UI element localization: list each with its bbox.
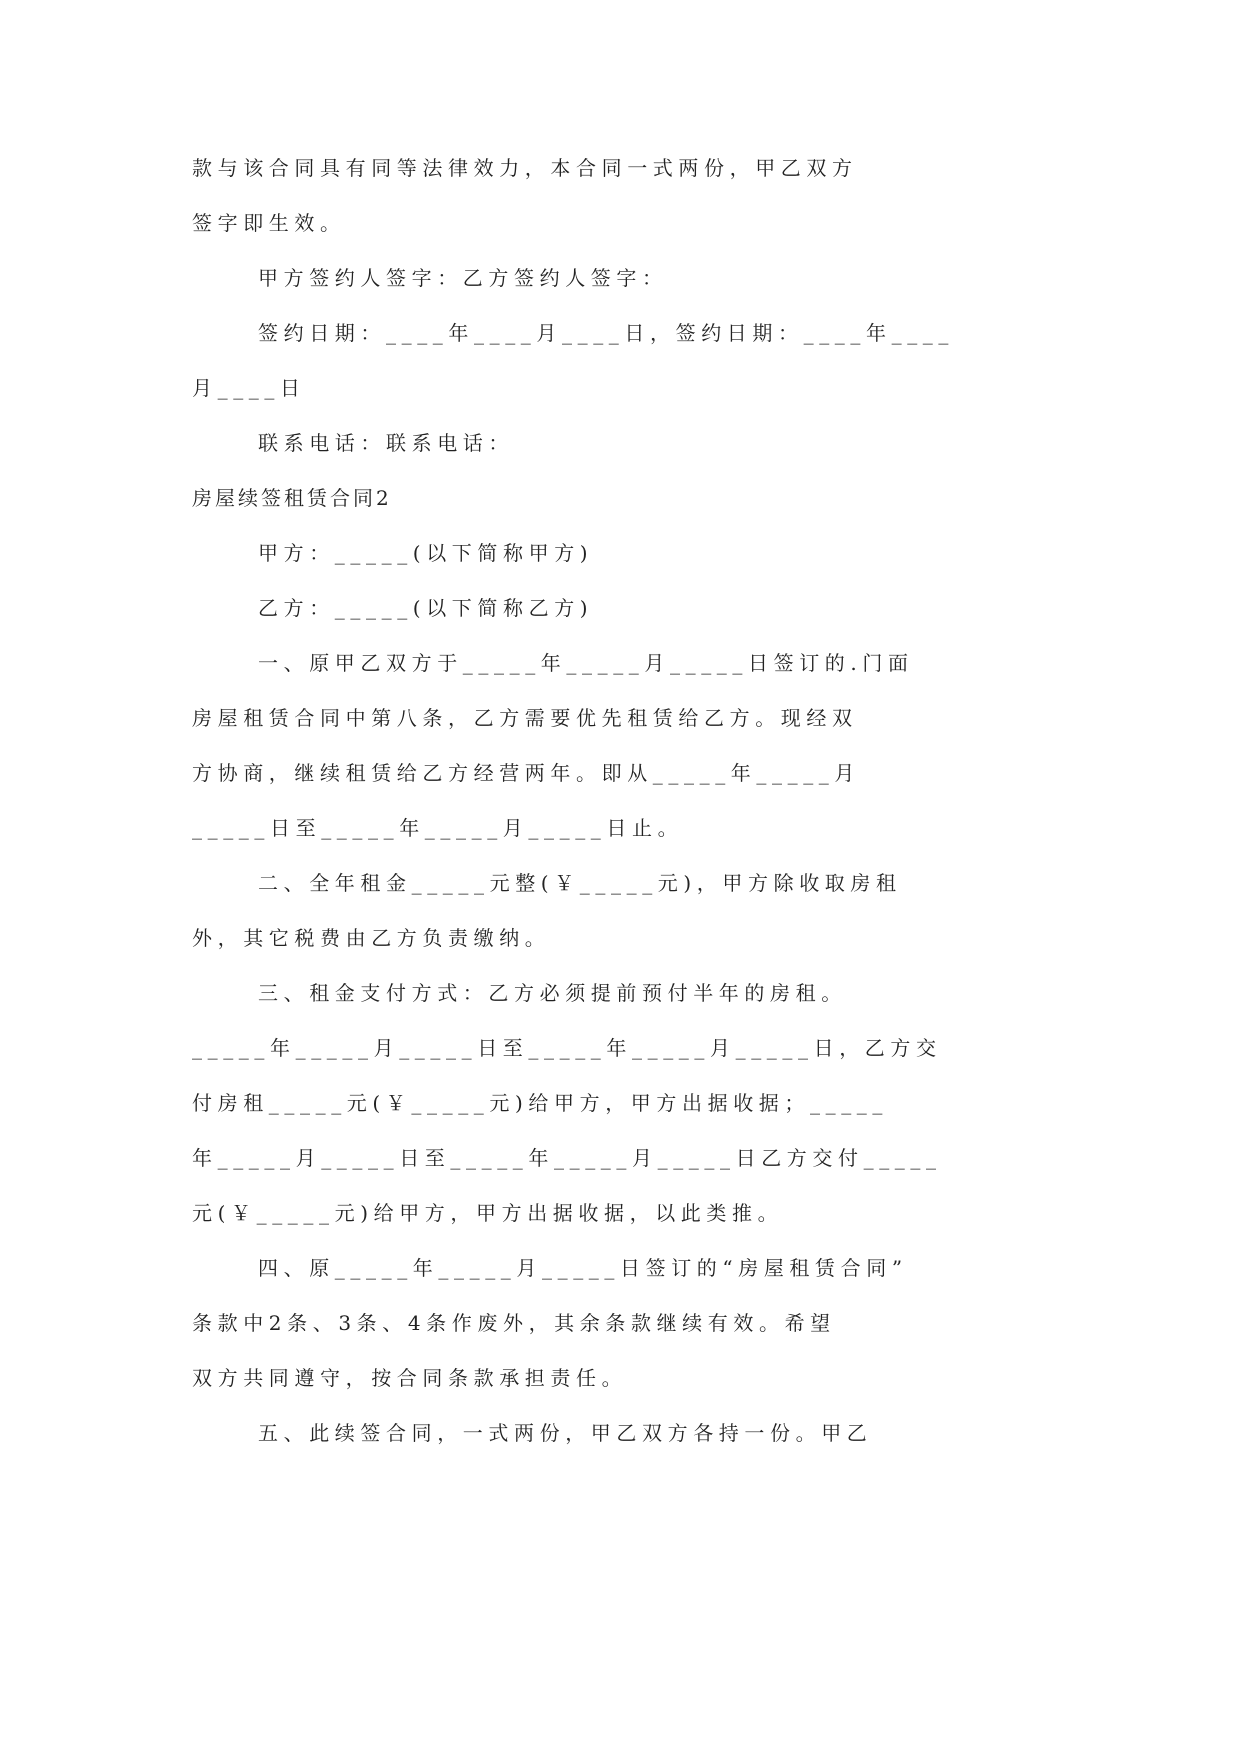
text-line: 三、租金支付方式：乙方必须提前预付半年的房租。	[258, 981, 847, 1005]
section-title: 房屋续签租赁合同2	[192, 486, 392, 510]
text-line: 甲方：_____(以下简称甲方)	[258, 541, 594, 565]
text-line: 签字即生效。	[192, 211, 346, 235]
text-line: 一、原甲乙双方于_____年_____月_____日签订的.门面	[258, 651, 914, 675]
text-line: 付房租_____元(￥_____元)给甲方，甲方出据收据；_____	[192, 1091, 889, 1115]
text-line: 方协商，继续租赁给乙方经营两年。即从_____年_____月	[192, 761, 860, 785]
text-line: 年_____月_____日至_____年_____月_____日乙方交付_____	[192, 1146, 942, 1170]
text-line: 甲方签约人签字：乙方签约人签字：	[258, 266, 668, 290]
text-line: 款与该合同具有同等法律效力，本合同一式两份，甲乙双方	[192, 156, 858, 180]
text-line: 签约日期：____年____月____日，签约日期：____年____	[258, 321, 954, 345]
text-line: 乙方：_____(以下简称乙方)	[258, 596, 594, 620]
text-line: _____年_____月_____日至_____年_____月_____日，乙方交	[192, 1036, 942, 1060]
text-line: 四、原_____年_____月_____日签订的“房屋租赁合同”	[258, 1256, 908, 1280]
text-line: 双方共同遵守，按合同条款承担责任。	[192, 1366, 628, 1390]
text-line: 条款中2条、3条、4条作废外，其余条款继续有效。希望	[192, 1311, 836, 1335]
text-line: 外，其它税费由乙方负责缴纳。	[192, 926, 551, 950]
text-line: 二、全年租金_____元整(￥_____元)，甲方除收取房租	[258, 871, 902, 895]
text-line: 五、此续签合同，一式两份，甲乙双方各持一份。甲乙	[258, 1421, 873, 1445]
text-line: _____日至_____年_____月_____日止。	[192, 816, 684, 840]
text-line: 月____日	[192, 376, 306, 400]
text-line: 房屋租赁合同中第八条，乙方需要优先租赁给乙方。现经双	[192, 706, 858, 730]
text-line: 联系电话：联系电话：	[258, 431, 514, 455]
text-line: 元(￥_____元)给甲方，甲方出据收据，以此类推。	[192, 1201, 784, 1225]
